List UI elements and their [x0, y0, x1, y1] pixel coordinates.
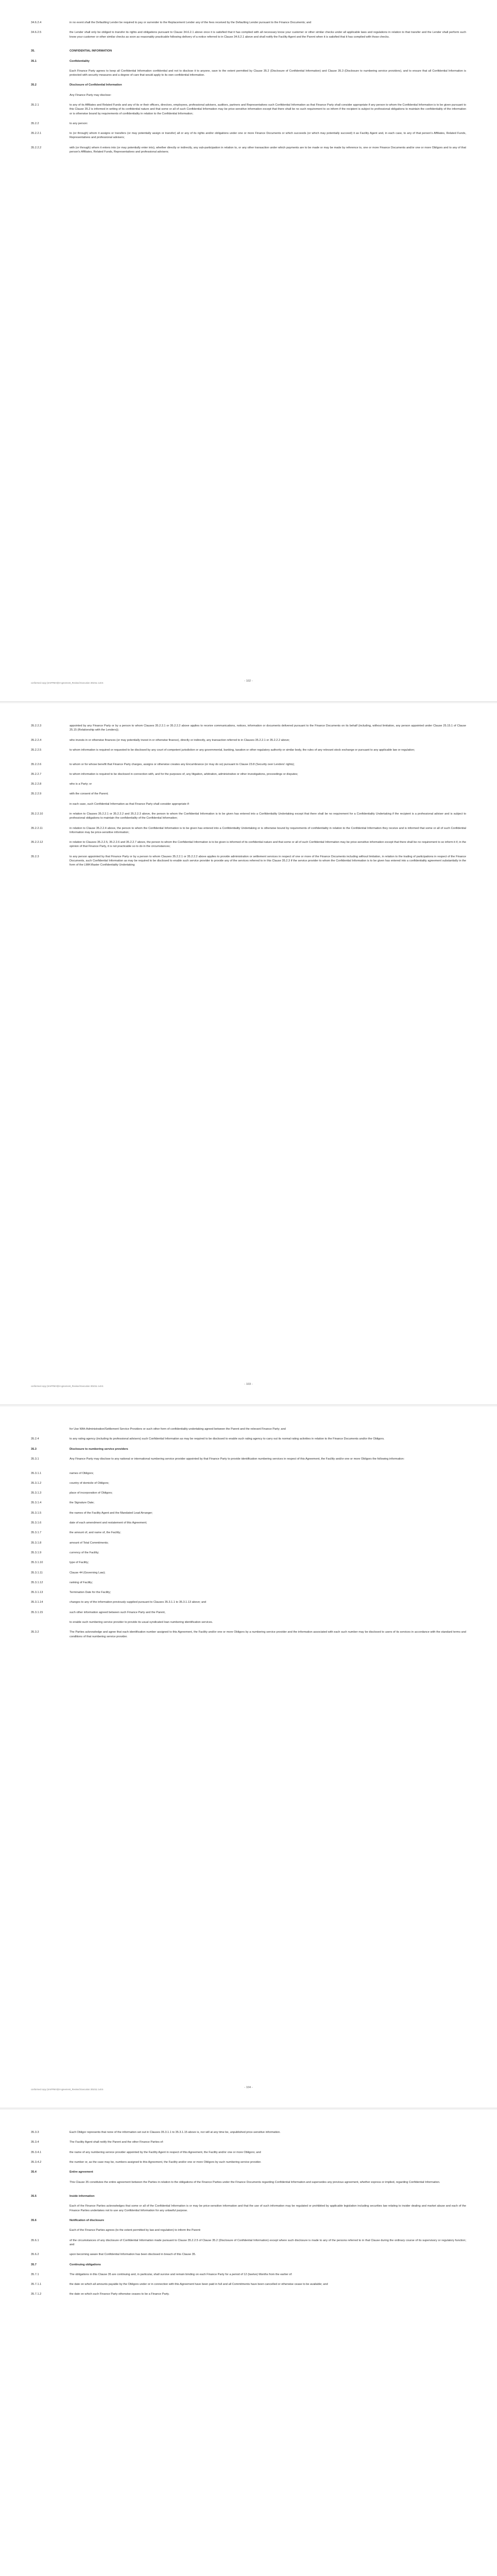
- clause-text: ranking of Facility;: [70, 1581, 93, 1584]
- clause-number: 35.6.1: [31, 2239, 39, 2242]
- clause-text: Any Finance Party may disclose to any national or international numbering service provider appointed by that Finance Party to provide identification numbering services in respect of this Agreement, the Facility and/or one or more Obligors the following information:: [70, 1457, 405, 1461]
- clause-number: 35.2.2.4: [31, 738, 42, 742]
- heading-text: Notification of disclosure: [70, 2219, 105, 2222]
- clause-text: the amount of, and name of, the Facility;: [70, 1531, 121, 1535]
- clause-number: 35.2.2.1: [31, 132, 42, 135]
- clause-number: 35.2.2: [31, 122, 39, 125]
- clause-number: 35.2.2.12: [31, 841, 43, 844]
- clause-number: 35.3.1.9: [31, 1551, 42, 1554]
- clause-text: date of each amendment and restatement of this Agreement;: [70, 1521, 147, 1524]
- clause-text: changes to any of the information previously supplied pursuant to Clauses 35.3.1.1 to 35.3.1.13 above; and: [70, 1601, 207, 1604]
- clause-text: the date on which all amounts payable by the Obligors under or in connection with this Agreement have been paid in full and all Commitments have been cancelled or otherwise cease to be available; and: [70, 2283, 328, 2286]
- document-page: [0, 703, 497, 1406]
- clause-number: 35.3.1.7: [31, 1531, 42, 1535]
- heading-text: Disclosure of Confidential Information: [70, 83, 122, 87]
- clause-number: 35.2.3: [31, 855, 39, 858]
- clause-number: 35.2.2.11: [31, 826, 43, 830]
- clause-number: 35.6: [31, 2219, 37, 2222]
- page-number: - 102 -: [244, 680, 253, 683]
- clause-number: 35.3.1.4: [31, 1501, 42, 1505]
- clause-text: such other information agreed between such Finance Party and the Parent,: [70, 1611, 166, 1614]
- clause-number: 35.2.2.5: [31, 748, 42, 752]
- clause-text: The Facility Agent shall notify the Parent and the other Finance Parties of:: [70, 2141, 164, 2144]
- document-page: [0, 1406, 497, 2110]
- clause-number: 35.3.1.13: [31, 1591, 43, 1595]
- clause-number: 35.2.2.8: [31, 783, 42, 786]
- clause-text: the date on which such Finance Party otherwise ceases to be a Finance Party.: [70, 2293, 169, 2296]
- clause-text: the Signature Date;: [70, 1501, 95, 1505]
- clause-text: in relation to Clauses 35.2.2.1 or 35.2.2.2 and 35.2.2.3 above, the person to whom the Confidential Information is to be given has entered into a Confidentiality Undertaking except that there shall be no requirement for a Confidentiality Undertaking if the recipient is a professional adviser and is subject to professional obligations to maintain the confidentiality of the Confidential Information;: [70, 812, 466, 820]
- document-page: [0, 0, 497, 703]
- clause-number: 35.3.4.2: [31, 2160, 42, 2164]
- clause-number: 35.7.1.1: [31, 2283, 42, 2286]
- clause-number: 35.2.2.2: [31, 146, 42, 149]
- clause-number: 35.6.2: [31, 2253, 39, 2257]
- clause-number: 35.3.1.1: [31, 1471, 42, 1475]
- clause-text: Each of the Finance Parties agrees (to the extent permitted by law and regulation) to inform the Parent:: [70, 2229, 201, 2232]
- footer-label: conformed copy (SAIFRM B)9 Agreement_Revised Execution 301011 1x0.5: [31, 2088, 104, 2091]
- clause-text: to any rating agency (including its professional advisers) such Confidential Information as may be required to be disclosed to enable such rating agency to carry out its normal rating activities in relation to the Finance Documents and/or the Obligors.: [70, 1437, 385, 1441]
- clause-number: 35.4: [31, 2171, 37, 2174]
- heading-text: Continuing obligations: [70, 2263, 101, 2266]
- footer-label: conformed copy (SAIFRM B)9 Agreement_Revised Execution 301011 1x0.5: [31, 682, 104, 684]
- clause-text: Clause 44 (Governing Law);: [70, 1571, 106, 1574]
- clause-text: to whom information is required or requested to be disclosed by any court of competent jurisdiction or any governmental, banking, taxation or other regulatory authority or similar body, the rules of any relevant stock exchange or pursuant to any applicable law or regulation;: [70, 748, 415, 752]
- clause-text: Termination Date for the Facility;: [70, 1591, 111, 1595]
- clause-text: The Parties acknowledge and agree that each identification number assigned to this Agreement, the Facility and/or one or more Obligors by a numbering service provider and the information associated with each such number may be disclosed to users of its services in accordance with the standard terms and conditions of that numbering service provider.: [70, 1631, 466, 1638]
- clause-text: to whom or for whose benefit that Finance Party charges, assigns or otherwise creates any Encumbrance (or may do so) pursuant to Clause 23.8 (Security over Lenders' rights);: [70, 762, 295, 766]
- clause-text: Any Finance Party may disclose:: [70, 93, 112, 97]
- clause-text: amount of Total Commitments;: [70, 1541, 109, 1545]
- clause-text: country of domicile of Obligors;: [70, 1481, 109, 1485]
- clause-text: with (or through) whom it enters into (or may potentially enter into), whether directly or indirectly, any sub-participation in relation to, or any other transaction under which payments are to be made or may be made by reference to, one or more Finance Documents and/or one or more Obligors and to any of that person's Affiliates, Related Funds, Representatives and professional advisers;: [70, 146, 466, 154]
- clause-text: to (or through) whom it assigns or transfers (or may potentially assign or transfer) all or any of its rights and/or obligations under one or more Finance Documents or which succeeds (or which may potentially succeed) it as Facility Agent and, in each case, to any of that person's Affiliates, Related Funds, Representatives and professional advisers;: [70, 132, 466, 140]
- clause-number: 35.3.3: [31, 2131, 39, 2134]
- clause-number: 35.3.4.1: [31, 2150, 42, 2154]
- clause-text: Each Obligor represents that none of the information set out in Clauses 35.3.1.1 to 35.3.1.15 above is, nor will at any time be, unpublished price-sensitive information.: [70, 2131, 281, 2134]
- clause-number: 35.2.2.7: [31, 772, 42, 776]
- clause-text: who invests in or otherwise finances (or may potentially invest in or otherwise finance), directly or indirectly, any transaction referred to in Clauses 35.2.2.1 or 35.2.2.2 above;: [70, 738, 290, 742]
- clause-number: 35.2.4: [31, 1437, 39, 1441]
- clause-number: 35.7.1: [31, 2273, 39, 2276]
- clause-number: 35.2.1: [31, 104, 39, 107]
- clause-text: appointed by any Finance Party or by a person to whom Clauses 35.2.2.1 or 35.2.2.2 above applies to receive communications, notices, information or documents delivered pursuant to the Finance Documents on its behalf (including, without limitation, any person appointed under Clause 25.15.1 of Clause 25.15 (Relationship with the Lenders));: [70, 724, 466, 732]
- clause-text: who is a Party; or: [70, 783, 92, 786]
- clause-text: to any of its Affiliates and Related Funds and any of its or their officers, directors, employees, professional advisers, auditors, partners and Representatives such Confidential Information as that Finance Party shall consider appropriate if any person to whom the Confidential Information is to be given pursuant to this Clause 35.2 is informed in writing of its confidential nature and that some or all of such Confidential Information may be price-sensitive information except that there shall be no such requirement to so inform if the recipient is subject to professional obligations to maintain the confidentiality of the information or is otherwise bound by requirements of confidentiality in relation to the Confidential Information;: [70, 104, 466, 115]
- clause-text: in no event shall the Defaulting Lender be required to pay or surrender to the Replacement Lender any of the fees received by the Defaulting Lender pursuant to the Finance Documents; and: [70, 21, 312, 24]
- heading-text: Entire agreement: [70, 2171, 93, 2174]
- clause-text: the name of any numbering service provider appointed by the Facility Agent in respect of this Agreement, the Facility and/or one or more Obligors; and: [70, 2150, 261, 2154]
- clause-number: 35.3: [31, 1447, 37, 1451]
- clause-text: upon becoming aware that Confidential Information has been disclosed in breach of this Clause 35.: [70, 2253, 196, 2257]
- clause-number: 35.3.4: [31, 2141, 39, 2144]
- heading-text: CONFIDENTIAL INFORMATION: [70, 49, 112, 53]
- clause-text: in relation to Clauses 35.2.2.5, 35.2.2.6 and 35.2.2.7 above, the person to whom the Confidential Information is to be given is informed of its confidential nature and that some or all of such Confidential Information may be price-sensitive information except that there shall be no requirement to so inform it if, in the opinion of that Finance Party, it is not practicable so to do in the circumstances;: [70, 841, 466, 849]
- clause-text: to enable such numbering service provider to provide its usual syndicated loan numbering identification services.: [70, 1621, 213, 1624]
- clause-number: 35.2: [31, 83, 37, 87]
- document-page: [0, 2110, 497, 2576]
- clause-text: for Use With Administration/Settlement Service Providers or such other form of confidentiality undertaking agreed between the Parent and the relevant Finance Party; and: [70, 1428, 286, 1431]
- clause-text: The obligations in this Clause 35 are continuing and, in particular, shall survive and remain binding on each Finance Party for a period of 12 (twelve) Months from the earlier of:: [70, 2273, 293, 2276]
- clause-number: 35.2.2.6: [31, 762, 42, 766]
- clause-number: 35.3.1.14: [31, 1601, 43, 1604]
- clause-number: 35.5: [31, 2195, 37, 2198]
- clause-text: currency of the Facility;: [70, 1551, 99, 1554]
- clause-text: This Clause 35 constitutes the entire agreement between the Parties in relation to the obligations of the Finance Parties under the Finance Documents regarding Confidential Information and supersedes any previous agreement, whether express or implied, regarding Confidential Information.: [70, 2180, 440, 2184]
- page-number: - 103 -: [244, 1383, 253, 1386]
- clause-number: 35.3.1.8: [31, 1541, 42, 1545]
- page-number: - 104 -: [244, 2086, 253, 2089]
- clause-text: to any person:: [70, 122, 88, 125]
- clause-number: 35.3.1.3: [31, 1492, 42, 1495]
- clause-text: in each case, such Confidential Information as that Finance Party shall consider appropriate if:: [70, 802, 190, 806]
- clause-number: 35.3.1.12: [31, 1581, 43, 1584]
- clause-text: the number or, as the case may be, numbers assigned to this Agreement, the Facility and/or one or more Obligors by such numbering service provider.: [70, 2160, 262, 2164]
- clause-text: Each of the Finance Parties acknowledges that some or all of the Confidential Information is or may be price-sensitive information and that the use of such information may be regulated or prohibited by applicable legislation including securities law relating to insider dealing and market abuse and each of the Finance Parties undertakes not to use any Confidential Information for any unlawful purpose.: [70, 2205, 466, 2212]
- clause-number: 35.3.1.11: [31, 1571, 43, 1574]
- clause-number: 35.3.1.6: [31, 1521, 42, 1524]
- clause-text: type of Facility;: [70, 1561, 89, 1565]
- clause-number: 34.6.2.5: [31, 31, 42, 35]
- heading-text: Inside information: [70, 2195, 95, 2198]
- clause-text: in relation to Clause 35.2.2.4 above, the person to whom the Confidential Information is to be given has entered into a Confidentiality Undertaking or is otherwise bound by requirements of confidentiality in relation to the Confidential Information they receive and is informed that some or all of such Confidential Information may be price-sensitive information;: [70, 826, 466, 834]
- heading-text: Disclosure to numbering service providers: [70, 1447, 128, 1451]
- clause-text: the Lender shall only be obliged to transfer its rights and obligations pursuant to Clause 34.6.2.1 above once it is satisfied that it has complied with all necessary know your customer or other similar checks under all applicable laws and regulations in relation to that transfer and the Lender shall perform such know your customer or other similar checks as soon as reasonably practicable following delivery of a notice referred to in Clause 34.6.2.1 above and shall notify the Facility Agent and the Parent when it is satisfied that it has complied with those checks.: [70, 31, 466, 39]
- clause-text: to any person appointed by that Finance Party or by a person to whom Clauses 35.2.2.1 or 35.2.2.2 above applies to provide administration or settlement services in respect of one or more of the Finance Documents including without limitation, in relation to the trading of participations in respect of the Finance Documents, such Confidential Information as may be required to be disclosed to enable such service provider to provide any of the services referred to in this Clause 35.2.3 if the service provider to whom the Confidential Information is to be given has entered into a confidentiality agreement substantially in the form of the LMA Master Confidentiality Undertaking: [70, 855, 466, 867]
- clause-text: Each Finance Party agrees to keep all Confidential Information confidential and not to disclose it to anyone, save to the extent permitted by Clause 35.2 (Disclosure of Confidential Information) and Clause 35.3 (Disclosure to numbering service providers), and to ensure that all Confidential Information is protected with security measures and a degree of care that would apply to its own confidential information.: [70, 69, 466, 77]
- clause-text: place of incorporation of Obligors;: [70, 1492, 113, 1495]
- clause-text: with the consent of the Parent;: [70, 792, 109, 796]
- clause-text: to whom information is required to be disclosed in connection with, and for the purposes of, any litigation, arbitration, administrative or other investigations, proceedings or disputes;: [70, 772, 298, 776]
- heading-text: Confidentiality: [70, 59, 90, 63]
- clause-number: 35.2.2.3: [31, 724, 42, 727]
- clause-number: 35.3.1.5: [31, 1511, 42, 1515]
- footer-label: conformed copy (SAIFRM B)9 Agreement_Revised Execution 301011 1x0.5: [31, 1385, 104, 1387]
- clause-number: 35.3.1.2: [31, 1481, 42, 1485]
- clause-number: 35.2.2.9: [31, 792, 42, 796]
- clause-number: 35.: [31, 49, 35, 53]
- clause-number: 35.2.2.10: [31, 812, 43, 816]
- clause-number: 35.1: [31, 59, 37, 63]
- clause-text: the names of the Facility Agent and the Mandated Lead Arranger;: [70, 1511, 153, 1515]
- clause-number: 35.3.1.15: [31, 1611, 43, 1614]
- clause-number: 35.3.1.10: [31, 1561, 43, 1565]
- clause-number: 34.6.2.4: [31, 21, 42, 24]
- clause-number: 35.3.1: [31, 1457, 39, 1461]
- clause-number: 35.7: [31, 2263, 37, 2266]
- clause-number: 35.7.1.2: [31, 2293, 42, 2296]
- clause-number: 35.3.2: [31, 1631, 39, 1634]
- clause-text: names of Obligors;: [70, 1471, 94, 1475]
- clause-text: of the circumstances of any disclosure of Confidential Information made pursuant to Clause 35.2.2.5 of Clause 35.2 (Disclosure of Confidential Information) except where such disclosure is made to any of the persons referred to in that Clause during the ordinary course of its supervisory or regulatory function; and: [70, 2239, 466, 2246]
